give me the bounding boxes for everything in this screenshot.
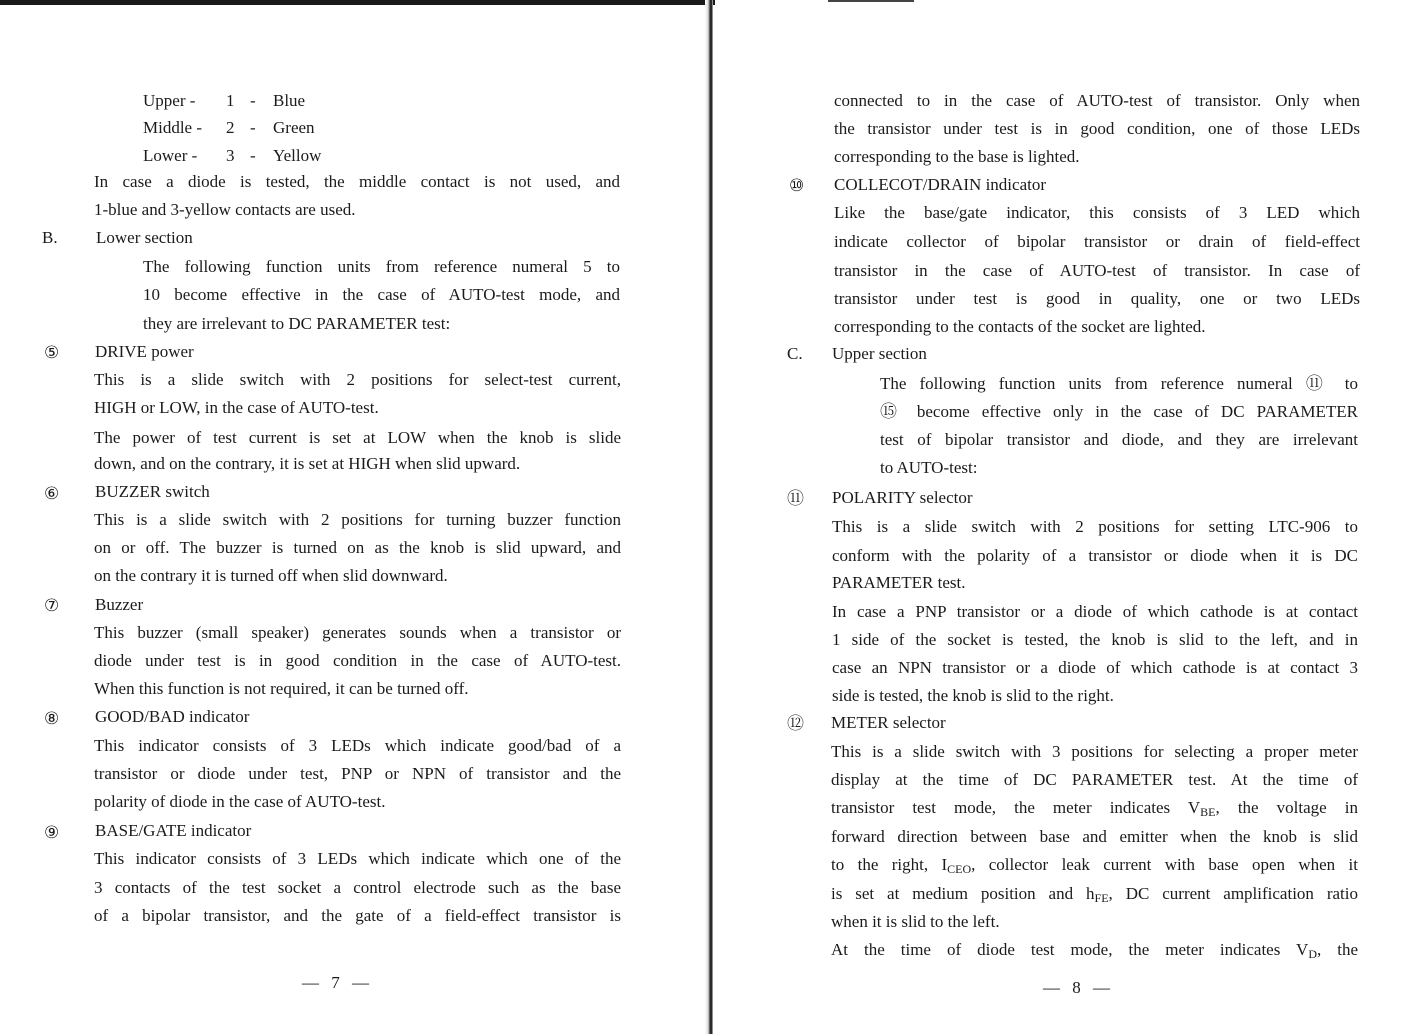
page-number: — 7 — bbox=[302, 973, 373, 992]
table-row-upper-dash: - bbox=[250, 91, 256, 110]
paragraph-line: display at the time of DC PARAMETER test. At the time of bbox=[831, 770, 1358, 789]
item-heading-base-gate-indicator: BASE/GATE indicator bbox=[95, 821, 252, 840]
paragraph-line: transistor or diode under test, PNP or NPN of transistor and the bbox=[94, 764, 621, 783]
paragraph-line: At the time of diode test mode, the meter indicates $V_D$, the bbox=[831, 940, 1358, 961]
table-row-upper-position: Upper - bbox=[143, 91, 196, 110]
paragraph-line: 1-blue and 3-yellow contacts are used. bbox=[94, 200, 356, 219]
table-row-lower-dash: - bbox=[250, 146, 256, 165]
paragraph-line: to the right, $I_{CEO}$, collector leak current with base open when it bbox=[831, 855, 1358, 876]
paragraph-line: the transistor under test is in good condition, one of those LEDs bbox=[834, 119, 1360, 138]
table-row-lower-position: Lower - bbox=[143, 146, 198, 165]
paragraph-line: polarity of diode in the case of AUTO-test. bbox=[94, 792, 386, 811]
table-row-lower-number: 3 bbox=[226, 146, 235, 165]
item-marker-9: ⑨ bbox=[44, 823, 60, 842]
item-marker-6: ⑥ bbox=[44, 484, 60, 503]
paragraph-line: on the contrary it is turned off when slid downward. bbox=[94, 566, 448, 585]
table-row-middle-color: Green bbox=[273, 118, 315, 137]
paragraph-line: conform with the polarity of a transistor or diode when it is DC bbox=[832, 546, 1358, 565]
paragraph-line: forward direction between base and emitter when the knob is slid bbox=[831, 827, 1358, 846]
paragraph-line: test of bipolar transistor and diode, and they are irrelevant bbox=[880, 430, 1358, 449]
section-marker-c: C. bbox=[787, 344, 803, 363]
paragraph-line: they are irrelevant to DC PARAMETER test: bbox=[143, 314, 451, 333]
item-marker-5: ⑤ bbox=[44, 343, 60, 362]
paragraph-line: When this function is not required, it can be turned off. bbox=[94, 679, 469, 698]
item-heading-buzzer-switch: BUZZER switch bbox=[95, 482, 210, 501]
paragraph-line: diode under test is in good condition in the case of AUTO-test. bbox=[94, 651, 621, 670]
paragraph-line: ⑮ become effective only in the case of DC PARAMETER bbox=[880, 402, 1358, 421]
section-marker-b: B. bbox=[42, 228, 58, 247]
paragraph-line: is set at medium position and $h_{FE}$, DC current amplification ratio bbox=[831, 884, 1358, 905]
item-marker-7: ⑦ bbox=[44, 596, 60, 615]
paragraph-line: The following function units from reference numeral ⑪ to bbox=[880, 374, 1358, 393]
paragraph-line: This is a slide switch with 3 positions for selecting a proper meter bbox=[831, 742, 1358, 761]
paragraph-line: This is a slide switch with 2 positions for setting LTC-906 to bbox=[832, 517, 1358, 536]
table-row-lower-color: Yellow bbox=[273, 146, 322, 165]
paragraph-line: In case a diode is tested, the middle contact is not used, and bbox=[94, 172, 620, 191]
paragraph-line: when it is slid to the left. bbox=[831, 912, 1000, 931]
paragraph-line: on or off. The buzzer is turned on as the knob is slid upward, and bbox=[94, 538, 621, 557]
paragraph-line: This is a slide switch with 2 positions for turning buzzer function bbox=[94, 510, 621, 529]
table-row-upper-color: Blue bbox=[273, 91, 306, 110]
paragraph-line: The power of test current is set at LOW when the knob is slide bbox=[94, 428, 621, 447]
paragraph-line: 1 side of the socket is tested, the knob is slid to the left, and in bbox=[832, 630, 1358, 649]
paragraph-line: corresponding to the base is lighted. bbox=[834, 147, 1080, 166]
paragraph-line: transistor under test is good in quality, one or two LEDs bbox=[834, 289, 1360, 308]
paragraph-line: PARAMETER test. bbox=[832, 573, 966, 592]
page-number: — 8 — bbox=[1043, 978, 1114, 997]
paragraph-line: This indicator consists of 3 LEDs which indicate which one of the bbox=[94, 849, 621, 868]
item-heading-good-bad-indicator: GOOD/BAD indicator bbox=[95, 707, 250, 726]
paragraph-line: corresponding to the contacts of the socket are lighted. bbox=[834, 317, 1206, 336]
section-heading-lower: Lower section bbox=[96, 228, 193, 247]
table-row-upper-number: 1 bbox=[226, 91, 235, 110]
item-marker-8: ⑧ bbox=[44, 709, 60, 728]
paragraph-line: of a bipolar transistor, and the gate of a field-effect transistor is bbox=[94, 906, 621, 925]
item-heading-drive-power: DRIVE power bbox=[95, 342, 194, 361]
paragraph-line: case an NPN transistor or a diode of which cathode is at contact 3 bbox=[832, 658, 1358, 677]
item-marker-11: ⑪ bbox=[787, 489, 804, 508]
item-heading-buzzer: Buzzer bbox=[95, 595, 144, 614]
table-row-middle-number: 2 bbox=[226, 118, 235, 137]
paragraph-line: 3 contacts of the test socket a control electrode such as the base bbox=[94, 878, 621, 897]
item-marker-12: ⑫ bbox=[787, 714, 804, 733]
paragraph-line: transistor test mode, the meter indicates $V_{BE}$, the voltage in bbox=[831, 798, 1358, 819]
item-heading-collector-drain-indicator: COLLECOT/DRAIN indicator bbox=[834, 175, 1046, 194]
paragraph-line: This is a slide switch with 2 positions for select-test current, bbox=[94, 370, 621, 389]
paragraph-line: transistor in the case of AUTO-test of transistor. In case of bbox=[834, 261, 1360, 280]
paragraph-line: This indicator consists of 3 LEDs which indicate good/bad of a bbox=[94, 736, 621, 755]
item-marker-10: ⑩ bbox=[789, 176, 805, 195]
section-heading-upper: Upper section bbox=[832, 344, 927, 363]
paragraph-line: This buzzer (small speaker) generates sounds when a transistor or bbox=[94, 623, 621, 642]
table-row-middle-position: Middle - bbox=[143, 118, 203, 137]
paragraph-line: Like the base/gate indicator, this consists of 3 LED which bbox=[834, 203, 1360, 222]
item-heading-meter-selector: METER selector bbox=[831, 713, 946, 732]
item-heading-polarity-selector: POLARITY selector bbox=[832, 488, 973, 507]
paragraph-line: 10 become effective in the case of AUTO-test mode, and bbox=[143, 285, 620, 304]
paragraph-line: to AUTO-test: bbox=[880, 458, 978, 477]
paragraph-line: In case a PNP transistor or a diode of which cathode is at contact bbox=[832, 602, 1358, 621]
paragraph-line: side is tested, the knob is slid to the right. bbox=[832, 686, 1114, 705]
paragraph-line: HIGH or LOW, in the case of AUTO-test. bbox=[94, 398, 379, 417]
table-row-middle-dash: - bbox=[250, 118, 256, 137]
paragraph-line: connected to in the case of AUTO-test of transistor. Only when bbox=[834, 91, 1360, 110]
paragraph-line: down, and on the contrary, it is set at HIGH when slid upward. bbox=[94, 454, 521, 473]
paragraph-line: The following function units from reference numeral 5 to bbox=[143, 257, 620, 276]
paragraph-line: indicate collector of bipolar transistor or drain of field-effect bbox=[834, 232, 1360, 251]
